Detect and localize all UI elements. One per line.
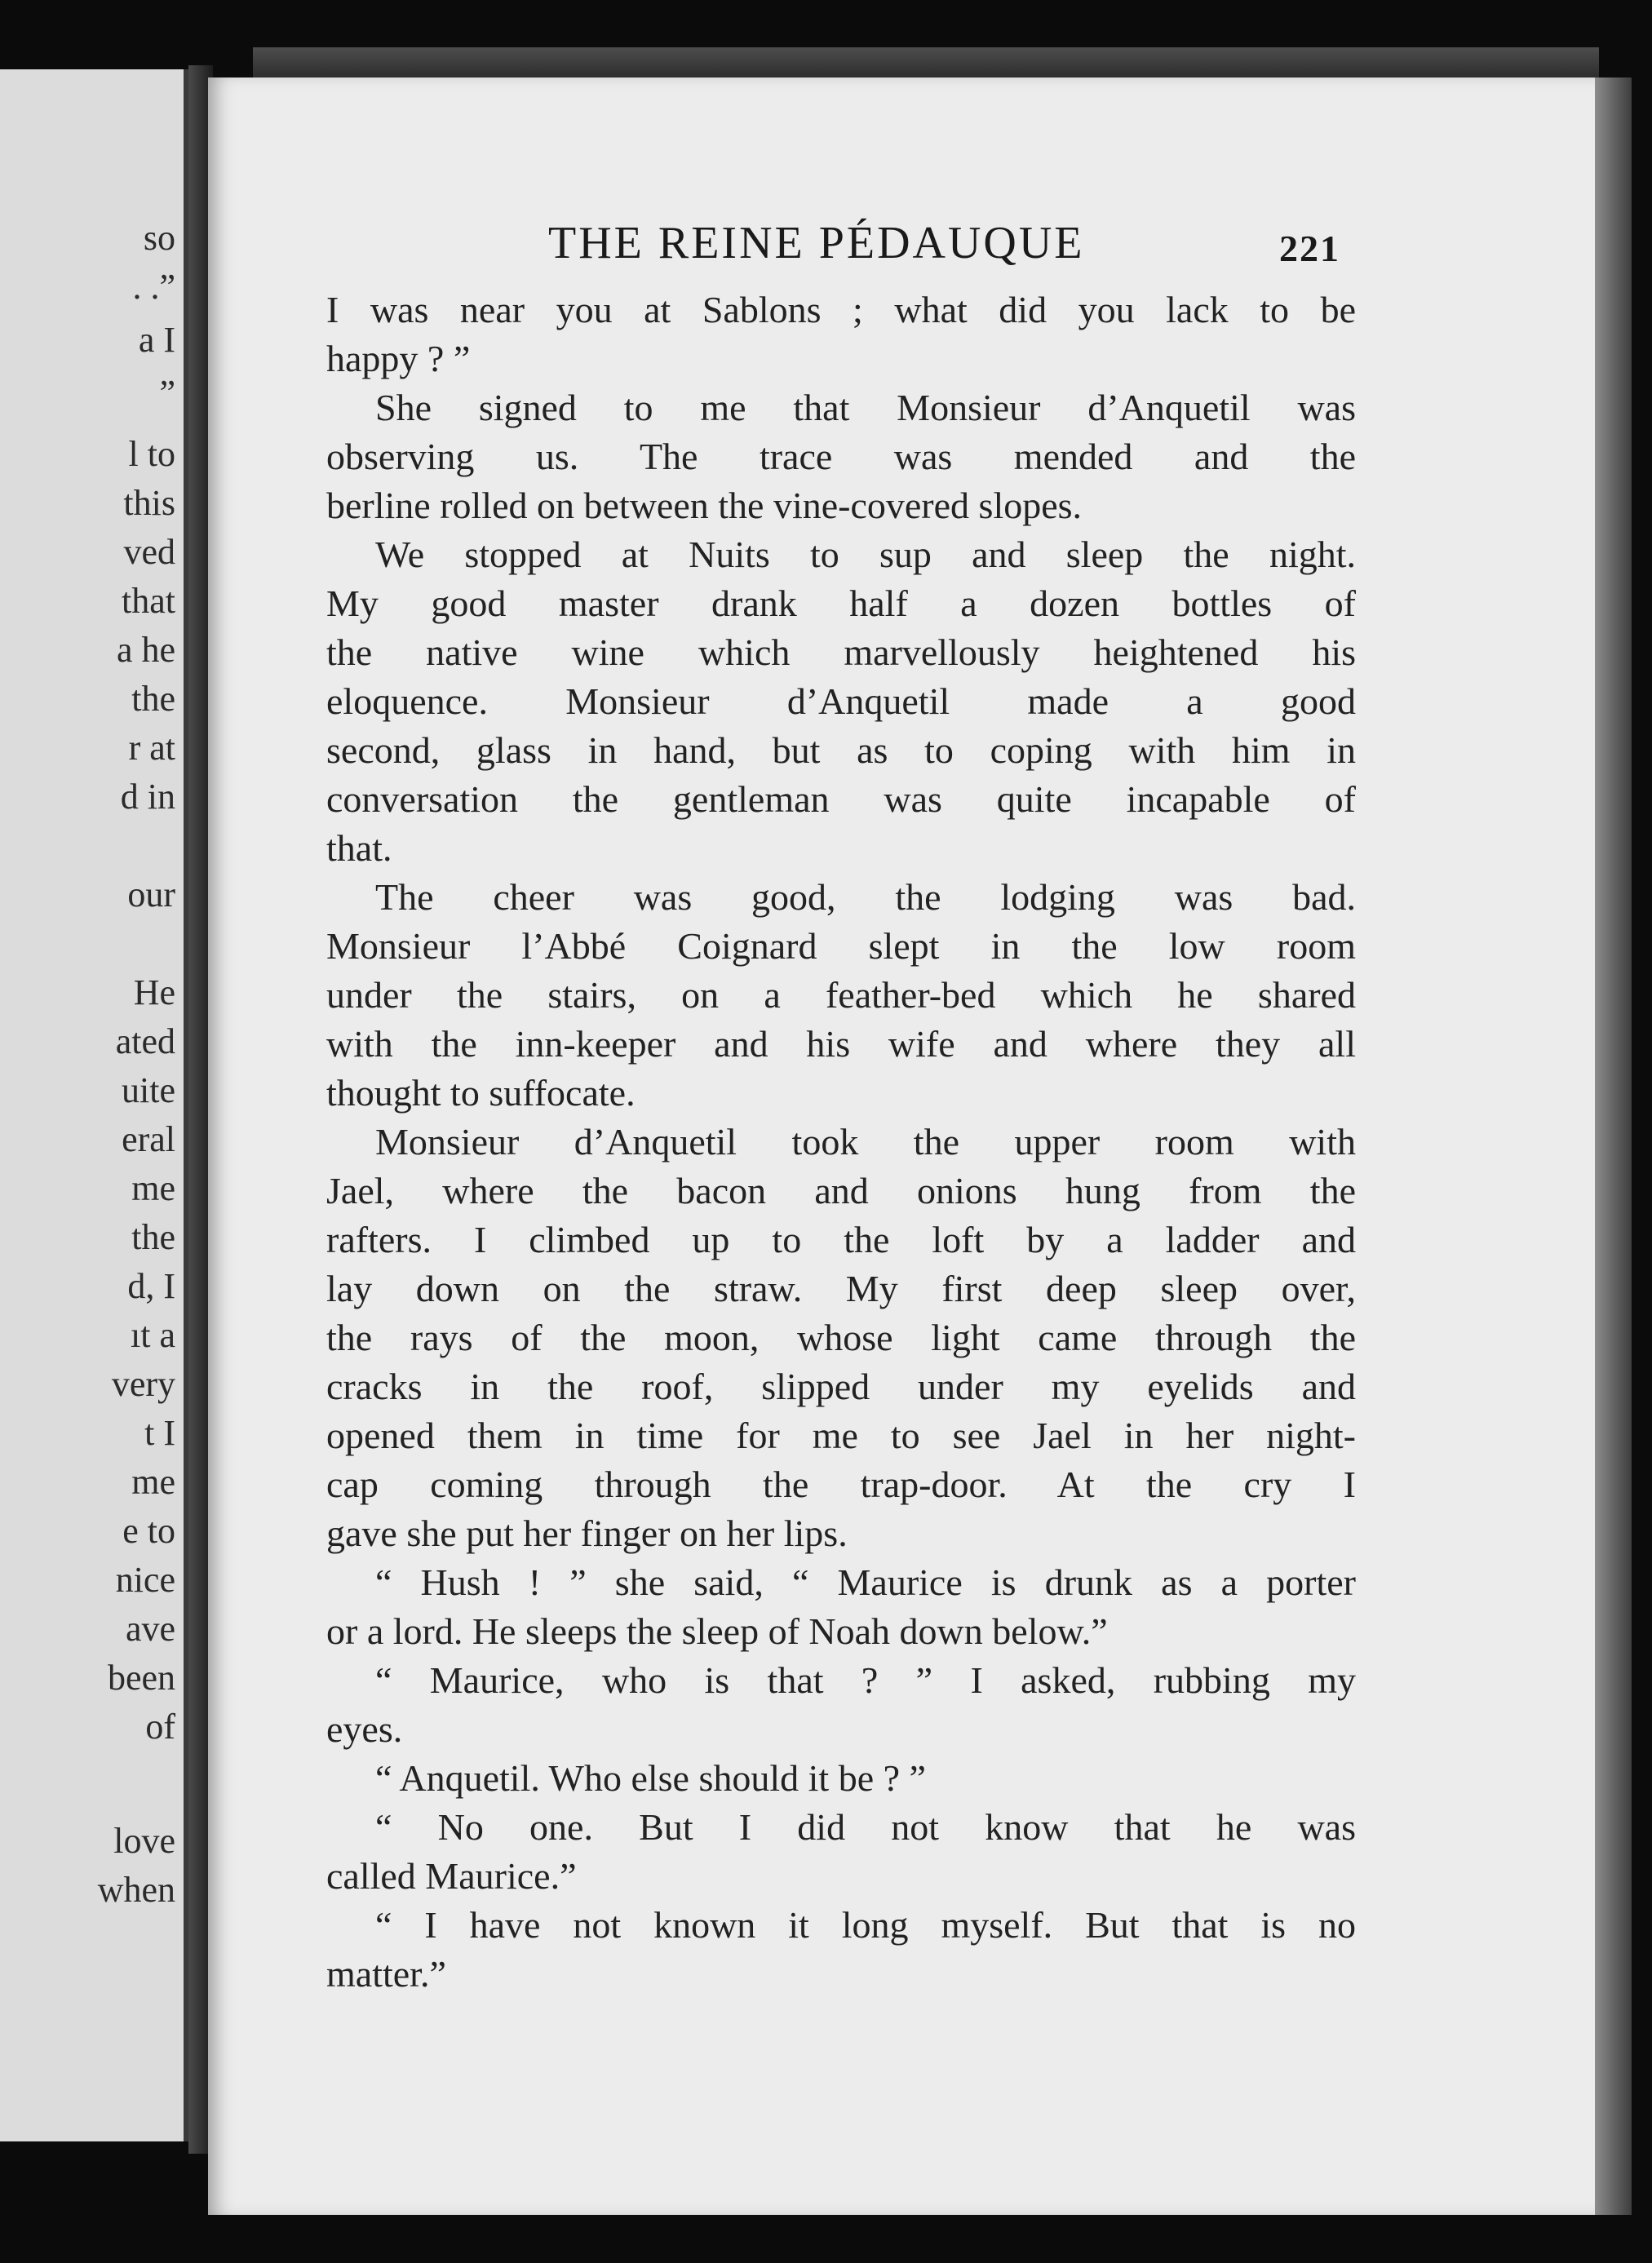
book-right-edge bbox=[1595, 78, 1632, 2215]
left-page-fragment: the bbox=[131, 679, 175, 719]
text-line: gave she put her finger on her lips. bbox=[326, 1512, 848, 1554]
text-line: under the stairs, on a feather-bed which he shared bbox=[326, 974, 1356, 1016]
left-page-fragment: our bbox=[127, 875, 175, 914]
text-line: second, glass in hand, but as to coping with him in bbox=[326, 729, 1356, 771]
body-text bbox=[326, 286, 1356, 1999]
left-page-fragment: very bbox=[111, 1364, 175, 1404]
text-line: Monsieur d’Anquetil took the upper room with bbox=[375, 1121, 1356, 1162]
text-line: or a lord. He sleeps the sleep of Noah down below.” bbox=[326, 1610, 1108, 1652]
text-line: happy ? ” bbox=[326, 338, 471, 379]
left-page-fragment: me bbox=[131, 1462, 175, 1502]
text-line: with the inn-keeper and his wife and where they all bbox=[326, 1023, 1356, 1065]
text-line: “ I have not known it long myself. But that is no bbox=[375, 1904, 1356, 1946]
left-page-fragment: ” bbox=[159, 373, 175, 413]
left-page-fragment: that bbox=[122, 581, 175, 621]
left-page-fragment: r at bbox=[128, 728, 175, 768]
text-line: Monsieur l’Abbé Coignard slept in the low room bbox=[326, 925, 1356, 967]
left-page-fragment: so bbox=[143, 218, 175, 258]
left-page-fragment: a I bbox=[138, 320, 175, 360]
running-head: THE REINE PÉDAUQUE bbox=[548, 218, 1085, 268]
text-line: We stopped at Nuits to sup and sleep the night. bbox=[375, 534, 1356, 575]
text-line: Jael, where the bacon and onions hung from the bbox=[326, 1170, 1356, 1211]
left-page-fragment: me bbox=[131, 1168, 175, 1208]
text-line: called Maurice.” bbox=[326, 1855, 577, 1897]
text-line: rafters. I climbed up to the loft by a ladder and bbox=[326, 1219, 1356, 1260]
left-page-fragment: ated bbox=[115, 1021, 175, 1061]
text-line: cracks in the roof, slipped under my eyelids and bbox=[326, 1366, 1356, 1407]
text-line: cap coming through the trap-door. At the cry I bbox=[326, 1464, 1356, 1505]
left-page-fragment: uite bbox=[122, 1070, 175, 1110]
left-page-fragment: love bbox=[113, 1821, 175, 1861]
left-page-fragment: ave bbox=[125, 1609, 175, 1649]
left-page-fragment: the bbox=[131, 1217, 175, 1257]
text-line: the rays of the moon, whose light came through the bbox=[326, 1317, 1356, 1358]
left-page-fragment: nice bbox=[115, 1560, 175, 1600]
text-line: eyes. bbox=[326, 1708, 403, 1750]
text-line: My good master drank half a dozen bottles of bbox=[326, 582, 1356, 624]
left-page-fragment: been bbox=[107, 1658, 175, 1698]
text-line: matter.” bbox=[326, 1953, 446, 1995]
left-page-fragment: l to bbox=[128, 434, 175, 474]
text-line: The cheer was good, the lodging was bad. bbox=[375, 876, 1356, 918]
left-page-fragment: this bbox=[123, 483, 175, 523]
left-page-fragment: ved bbox=[123, 532, 175, 572]
left-page-fragment: ıt a bbox=[131, 1315, 175, 1355]
left-page-fragment: eral bbox=[122, 1119, 175, 1159]
text-line: “ Hush ! ” she said, “ Maurice is drunk as a porter bbox=[375, 1561, 1356, 1603]
text-line: “ No one. But I did not know that he was bbox=[375, 1806, 1356, 1848]
left-page-fragment: d in bbox=[120, 777, 175, 817]
text-line: observing us. The trace was mended and the bbox=[326, 436, 1356, 477]
text-line: “ Anquetil. Who else should it be ? ” bbox=[375, 1757, 926, 1799]
text-line: that. bbox=[326, 827, 392, 869]
text-line: conversation the gentleman was quite incapable of bbox=[326, 778, 1356, 820]
text-line: the native wine which marvellously heightened his bbox=[326, 631, 1356, 673]
left-page-fragment: d, I bbox=[127, 1266, 175, 1306]
text-line: eloquence. Monsieur d’Anquetil made a good bbox=[326, 680, 1356, 722]
text-line: She signed to me that Monsieur d’Anquetil was bbox=[375, 387, 1356, 428]
left-page-fragment: . .” bbox=[132, 267, 175, 307]
text-line: opened them in time for me to see Jael in her night- bbox=[326, 1415, 1356, 1456]
book-top-edge bbox=[253, 47, 1599, 80]
text-line: I was near you at Sablons ; what did you lack to be bbox=[326, 289, 1356, 330]
left-page-fragment: a he bbox=[116, 630, 175, 670]
left-page-fragment: He bbox=[133, 972, 175, 1012]
page-number: 221 bbox=[1279, 228, 1340, 269]
left-page-fragment: of bbox=[145, 1707, 175, 1747]
left-page-fragment: when bbox=[97, 1870, 175, 1910]
left-page-fragment: e to bbox=[122, 1511, 175, 1551]
text-line: berline rolled on between the vine-covered slopes. bbox=[326, 485, 1083, 526]
text-line: lay down on the straw. My first deep sleep over, bbox=[326, 1268, 1356, 1309]
left-page-fragment: t I bbox=[144, 1413, 175, 1453]
left-facing-page bbox=[0, 69, 188, 2141]
text-line: thought to suffocate. bbox=[326, 1072, 636, 1114]
text-line: “ Maurice, who is that ? ” I asked, rubbing my bbox=[375, 1659, 1356, 1701]
